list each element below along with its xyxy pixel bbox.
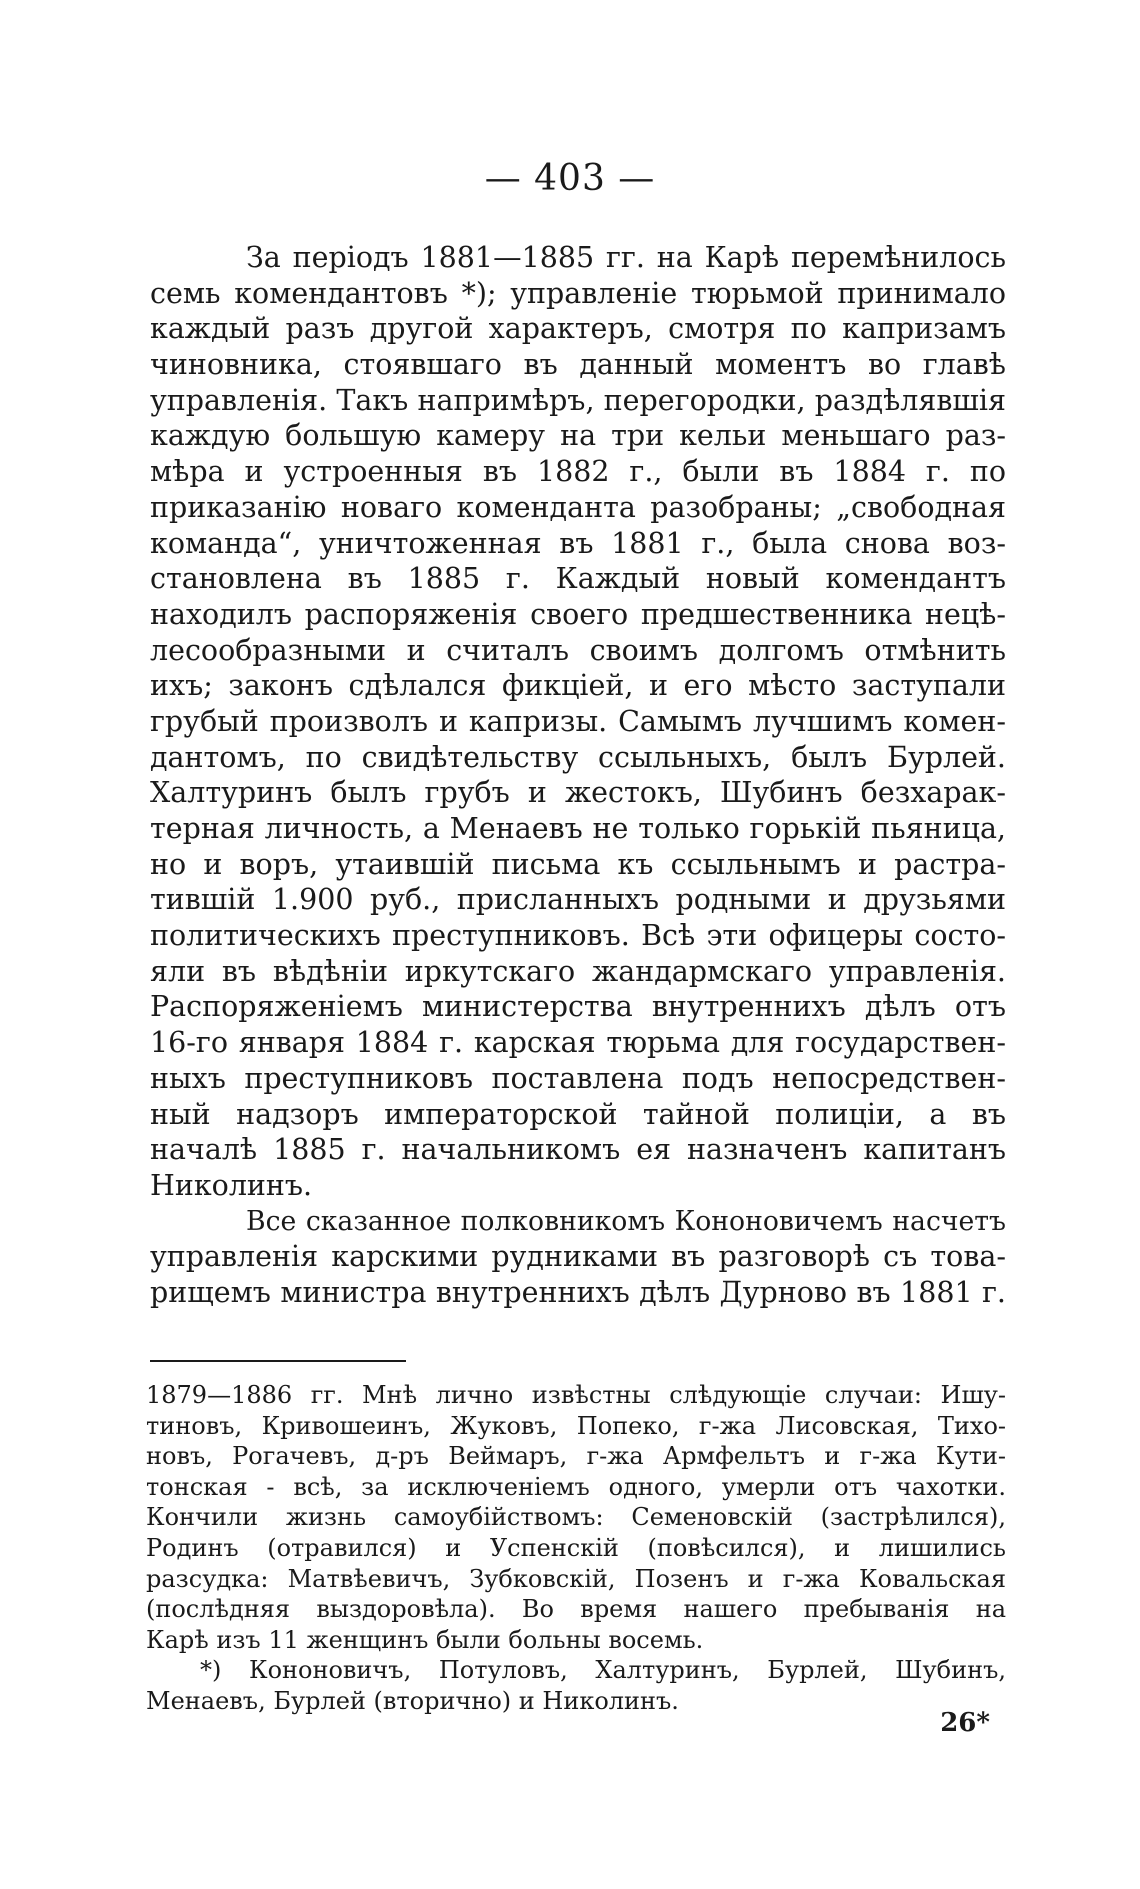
text-line: За періодъ 1881—1885 гг. на Карѣ перемѣнилось bbox=[246, 241, 1006, 274]
text-line: приказанію новаго коменданта разобраны; „свободная bbox=[150, 490, 1006, 524]
footnote-line: новъ, Рогачевъ, д-ръ Веймаръ, г-жа Армфельтъ и г-жа Кути- bbox=[146, 1442, 1006, 1471]
text-line: находилъ распоряженія своего предшественника нецѣ- bbox=[150, 597, 1006, 631]
text-line: ныхъ преступниковъ поставлена подъ непосредствен- bbox=[150, 1061, 1006, 1095]
text-line: терная личность, а Менаевъ не только горькій пьяница, bbox=[150, 812, 1006, 845]
footnote-line: Карѣ изъ 11 женщинъ были больны восемь. bbox=[146, 1625, 704, 1654]
footnote-line: 1879—1886 гг. Мнѣ лично извѣстны слѣдующіе случаи: Ишу- bbox=[146, 1381, 1006, 1409]
text-line: Халтуринъ былъ грубъ и жестокъ, Шубинъ безхарак- bbox=[150, 776, 1006, 810]
text-line: семь комендантовъ *); управленіе тюрьмой принимало bbox=[150, 276, 1006, 310]
footnote-line: тиновъ, Кривошеинъ, Жуковъ, Попеко, г-жа Лисовская, Тихо- bbox=[146, 1411, 1006, 1440]
text-line: управленія карскими рудниками въ разговорѣ съ това- bbox=[150, 1240, 1006, 1274]
footnote-line: разсудка: Матвѣевичъ, Зубковскій, Позенъ и г-жа Ковальская bbox=[146, 1564, 1006, 1593]
text-line: команда“, уничтоженная въ 1881 г., была снова воз- bbox=[150, 526, 1006, 560]
main-text bbox=[150, 240, 1006, 1311]
text-line: каждую большую камеру на три кельи меньшаго раз- bbox=[150, 419, 1006, 453]
footnotes bbox=[146, 1380, 1006, 1717]
text-line: лесообразными и считалъ своимъ долгомъ отмѣнить bbox=[150, 633, 1006, 667]
footnote-line: тонская - всѣ, за исключеніемъ одного, умерли отъ чахотки. bbox=[146, 1472, 1006, 1501]
text-line: Распоряженіемъ министерства внутреннихъ дѣлъ отъ bbox=[150, 990, 1006, 1024]
footnote-line: Родинъ (отравился) и Успенскій (повѣсился), и лишились bbox=[146, 1533, 1006, 1562]
text-line: ихъ; законъ сдѣлался фикціей, и его мѣсто заступали bbox=[150, 669, 1006, 703]
text-line: политическихъ преступниковъ. Всѣ эти офицеры состо- bbox=[150, 919, 1006, 953]
printer-signature: 26* bbox=[940, 1708, 990, 1738]
text-line: яли въ вѣдѣніи иркутскаго жандармскаго управленія. bbox=[150, 954, 1006, 988]
page-number: — 403 — bbox=[484, 158, 656, 199]
text-line: рищемъ министра внутреннихъ дѣлъ Дурново въ 1881 г. bbox=[150, 1275, 1006, 1309]
text-line: грубый произволъ и капризы. Самымъ лучшимъ комен- bbox=[150, 704, 1006, 738]
text-line: управленія. Такъ напримѣръ, перегородки, раздѣлявшія bbox=[150, 383, 1006, 417]
text-line: 16-го января 1884 г. карская тюрьма для государствен- bbox=[150, 1026, 1006, 1060]
text-line: мѣра и устроенныя въ 1882 г., были въ 1884 г. по bbox=[150, 455, 1006, 489]
text-line: ный надзоръ императорской тайной полиціи, а въ bbox=[150, 1097, 1006, 1131]
text-line: началѣ 1885 г. начальникомъ ея назначенъ капитанъ bbox=[150, 1133, 1006, 1167]
text-line: чиновника, стоявшаго въ данный моментъ во главѣ bbox=[150, 348, 1006, 382]
text-line: Николинъ. bbox=[150, 1168, 313, 1202]
text-line: становлена въ 1885 г. Каждый новый комендантъ bbox=[150, 562, 1006, 596]
text-line: каждый разъ другой характеръ, смотря по капризамъ bbox=[150, 312, 1006, 346]
footnote-line: Менаевъ, Бурлей (вторично) и Николинъ. bbox=[146, 1686, 679, 1715]
text-line: Все сказанное полковникомъ Кононовичемъ насчетъ bbox=[246, 1205, 1006, 1237]
text-line: тившій 1.900 руб., присланныхъ родными и друзьями bbox=[150, 883, 1006, 917]
footnote-line: *) Кононовичъ, Потуловъ, Халтуринъ, Бурлей, Шубинъ, bbox=[200, 1656, 1006, 1685]
footnote-line: (послѣдняя выздоровѣла). Во время нашего пребыванія на bbox=[146, 1595, 1006, 1624]
text-line: дантомъ, по свидѣтельству ссыльныхъ, былъ Бурлей. bbox=[150, 740, 1006, 774]
footnote-separator bbox=[150, 1360, 406, 1362]
text-line: но и воръ, утаившій письма къ ссыльнымъ и растра- bbox=[150, 847, 1006, 881]
footnote-line: Кончили жизнь самоубійствомъ: Семеновскій (застрѣлился), bbox=[146, 1503, 1006, 1532]
